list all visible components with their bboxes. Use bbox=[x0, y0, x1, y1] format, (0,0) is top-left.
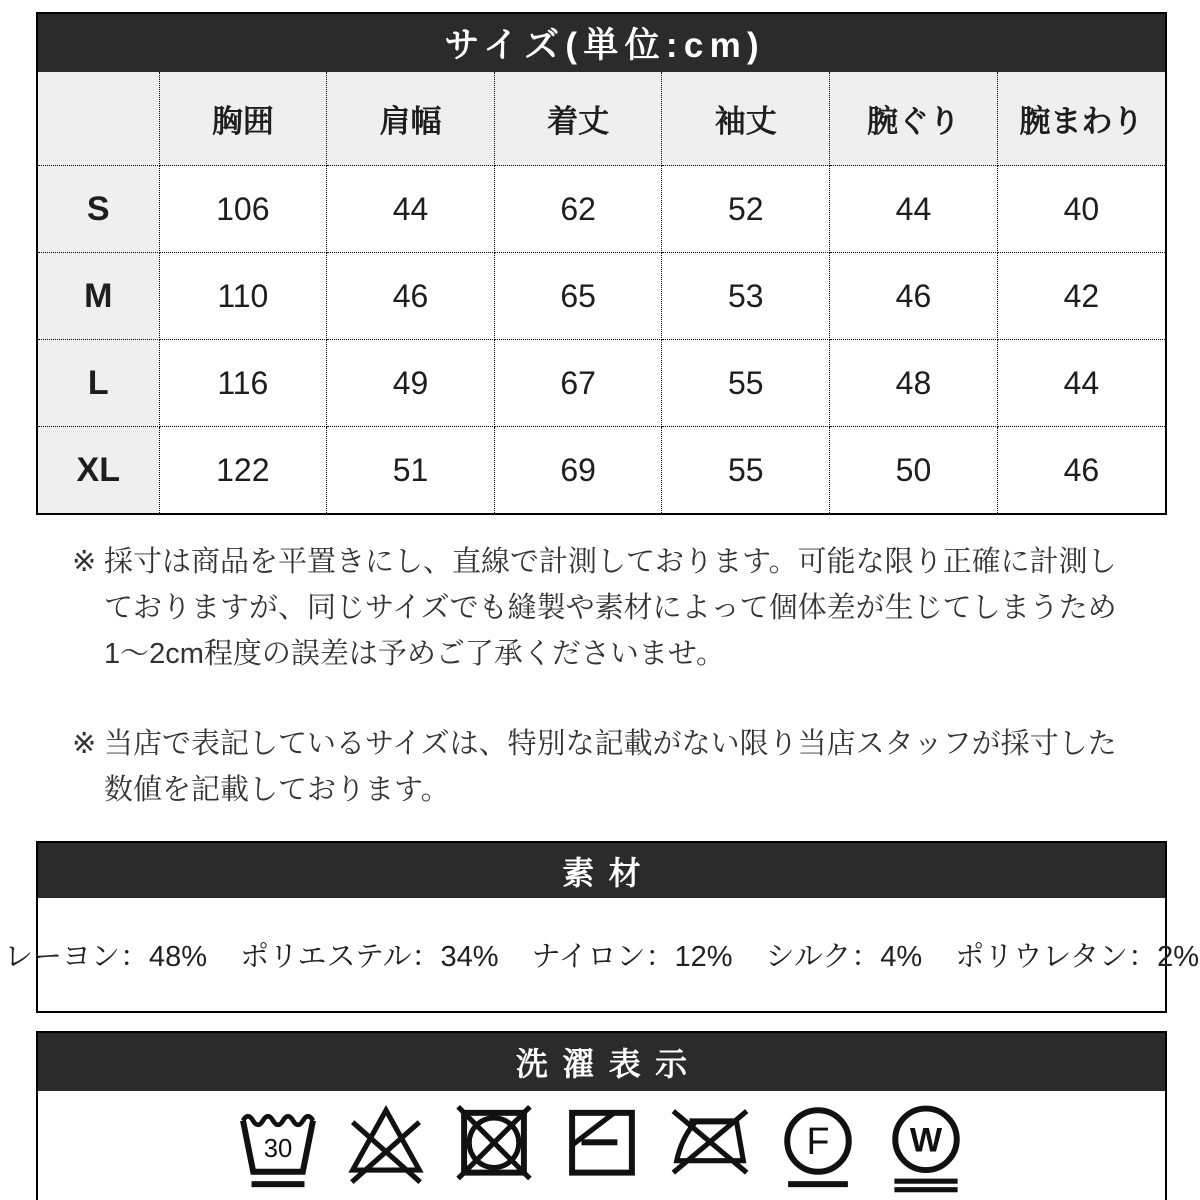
size-value-cell: 44 bbox=[327, 166, 495, 253]
svg-text:W: W bbox=[909, 1121, 942, 1160]
size-value-cell: 51 bbox=[327, 427, 495, 514]
size-value-cell: 106 bbox=[159, 166, 327, 253]
material-item: レーヨン：48% bbox=[4, 941, 208, 973]
note-line: 当店で表記しているサイズは、特別な記載がない限り当店スタッフが採寸した bbox=[104, 728, 1117, 760]
size-value-cell: 44 bbox=[997, 340, 1165, 427]
corner-cell bbox=[38, 72, 159, 166]
column-header-arm-circumference: 腕まわり bbox=[997, 72, 1165, 166]
size-table-title-bar bbox=[38, 14, 1165, 72]
column-header-length: 着丈 bbox=[494, 72, 662, 166]
column-header-chest: 胸囲 bbox=[159, 72, 327, 166]
note-marker: ※ bbox=[72, 546, 97, 578]
note-text bbox=[104, 539, 1117, 677]
size-row-label: L bbox=[38, 340, 159, 427]
table-row-s bbox=[38, 166, 1165, 253]
table-row-m bbox=[38, 253, 1165, 340]
size-table bbox=[38, 72, 1165, 513]
note-line: ておりますが、同じサイズでも縫製や素材によって個体差が生じてしまうため bbox=[104, 592, 1117, 624]
note-line: 採寸は商品を平置きにし、直線で計測しております。可能な限り正確に計測し bbox=[104, 546, 1117, 578]
note-line: 数値を記載しております。 bbox=[104, 774, 450, 806]
column-header-armhole: 腕ぐり bbox=[830, 72, 998, 166]
size-row-label: XL bbox=[38, 427, 159, 514]
size-value-cell: 46 bbox=[830, 253, 998, 340]
laundry-care-section bbox=[36, 1031, 1167, 1200]
note-measurement-accuracy bbox=[72, 539, 1167, 677]
size-value-cell: 55 bbox=[662, 427, 830, 514]
size-row-label: M bbox=[38, 253, 159, 340]
size-value-cell: 55 bbox=[662, 340, 830, 427]
flat-dry-in-shade-icon bbox=[561, 1100, 643, 1194]
size-value-cell: 44 bbox=[830, 166, 998, 253]
wet-clean-very-gentle-icon bbox=[885, 1100, 967, 1194]
svg-text:F: F bbox=[806, 1119, 829, 1162]
laundry-title: 洗濯表示 bbox=[515, 1046, 702, 1082]
measurement-notes bbox=[36, 539, 1167, 813]
laundry-title-bar bbox=[38, 1033, 1165, 1091]
size-table-title: サイズ(単位:cm) bbox=[444, 26, 766, 65]
note-staff-measured bbox=[72, 721, 1167, 813]
size-value-cell: 42 bbox=[997, 253, 1165, 340]
size-value-cell: 65 bbox=[494, 253, 662, 340]
size-value-cell: 52 bbox=[662, 166, 830, 253]
material-section bbox=[4, 841, 1199, 1013]
do-not-bleach-icon bbox=[345, 1100, 427, 1194]
size-value-cell: 110 bbox=[159, 253, 327, 340]
size-value-cell: 40 bbox=[997, 166, 1165, 253]
size-value-cell: 53 bbox=[662, 253, 830, 340]
size-value-cell: 67 bbox=[494, 340, 662, 427]
material-composition bbox=[4, 898, 1199, 1011]
note-text bbox=[104, 721, 1117, 813]
note-line: 1～2cm程度の誤差は予めご了承くださいませ。 bbox=[104, 638, 726, 670]
material-item: ポリウレタン：2% bbox=[955, 941, 1199, 973]
size-value-cell: 69 bbox=[494, 427, 662, 514]
size-value-cell: 46 bbox=[997, 427, 1165, 514]
size-value-cell: 116 bbox=[159, 340, 327, 427]
size-table-header-row bbox=[38, 72, 1165, 166]
size-value-cell: 122 bbox=[159, 427, 327, 514]
note-marker: ※ bbox=[72, 728, 97, 760]
dry-clean-petroleum-gentle-icon bbox=[777, 1100, 859, 1194]
machine-wash-30-gentle-icon bbox=[237, 1100, 319, 1194]
column-header-shoulder: 肩幅 bbox=[327, 72, 495, 166]
svg-text:30: 30 bbox=[263, 1135, 292, 1164]
material-item: ナイロン：12% bbox=[531, 941, 733, 973]
do-not-tumble-dry-icon bbox=[453, 1100, 535, 1194]
material-title: 素材 bbox=[562, 854, 656, 891]
laundry-icons-row bbox=[38, 1091, 1165, 1200]
size-row-label: S bbox=[38, 166, 159, 253]
size-table-section bbox=[36, 12, 1167, 515]
column-header-sleeve: 袖丈 bbox=[662, 72, 830, 166]
do-not-iron-icon bbox=[669, 1100, 751, 1194]
material-item: シルク：4% bbox=[765, 941, 923, 973]
table-row-xl bbox=[38, 427, 1165, 514]
size-value-cell: 48 bbox=[830, 340, 998, 427]
size-value-cell: 46 bbox=[327, 253, 495, 340]
material-item: ポリエステル：34% bbox=[240, 941, 499, 973]
material-title-bar bbox=[38, 843, 1165, 898]
size-value-cell: 50 bbox=[830, 427, 998, 514]
size-value-cell: 49 bbox=[327, 340, 495, 427]
table-row-l bbox=[38, 340, 1165, 427]
size-value-cell: 62 bbox=[494, 166, 662, 253]
